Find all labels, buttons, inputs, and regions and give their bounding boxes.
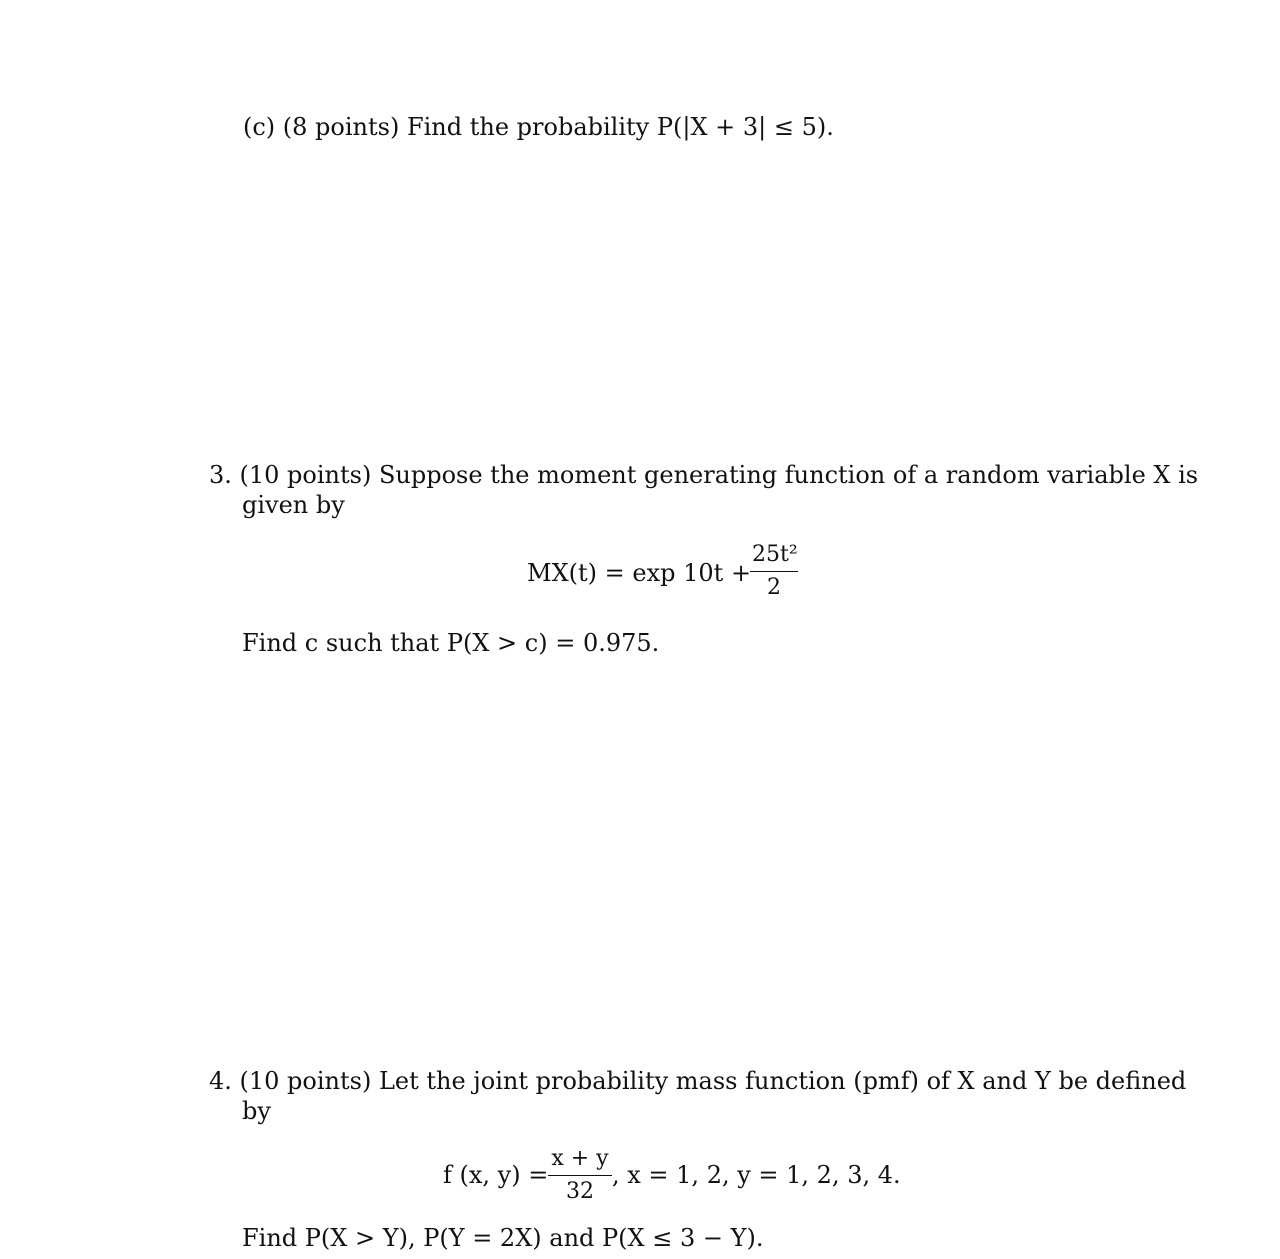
mgf-fraction-numerator: 25t²	[750, 542, 798, 572]
question-3-line-1: 3. (10 points) Suppose the moment generating function of a random variable X is	[209, 461, 1199, 489]
question-3-find: Find c such that P(X > c) = 0.975.	[242, 629, 660, 657]
pmf-fraction	[548, 1146, 612, 1205]
question-4-line-2: by	[242, 1097, 271, 1125]
pmf-fraction-denominator: 32	[566, 1179, 594, 1204]
mgf-fraction-denominator: 2	[767, 575, 781, 600]
question-3-line-2: given by	[242, 491, 345, 519]
question-4-line-1: 4. (10 points) Let the joint probability mass function (pmf) of X and Y be defined	[209, 1067, 1187, 1095]
part-c-question: (c) (8 points) Find the probability P(|X + 3| ≤ 5).	[243, 113, 834, 141]
pmf-equation-rhs: , x = 1, 2, y = 1, 2, 3, 4.	[612, 1161, 901, 1189]
pmf-equation-lhs: f (x, y) =	[443, 1161, 549, 1189]
question-4-find: Find P(X > Y), P(Y = 2X) and P(X ≤ 3 − Y).	[242, 1224, 764, 1252]
mgf-fraction	[750, 542, 798, 601]
mgf-equation-lhs: MX(t) = exp 10t +	[527, 559, 752, 587]
pmf-fraction-numerator: x + y	[548, 1146, 612, 1176]
